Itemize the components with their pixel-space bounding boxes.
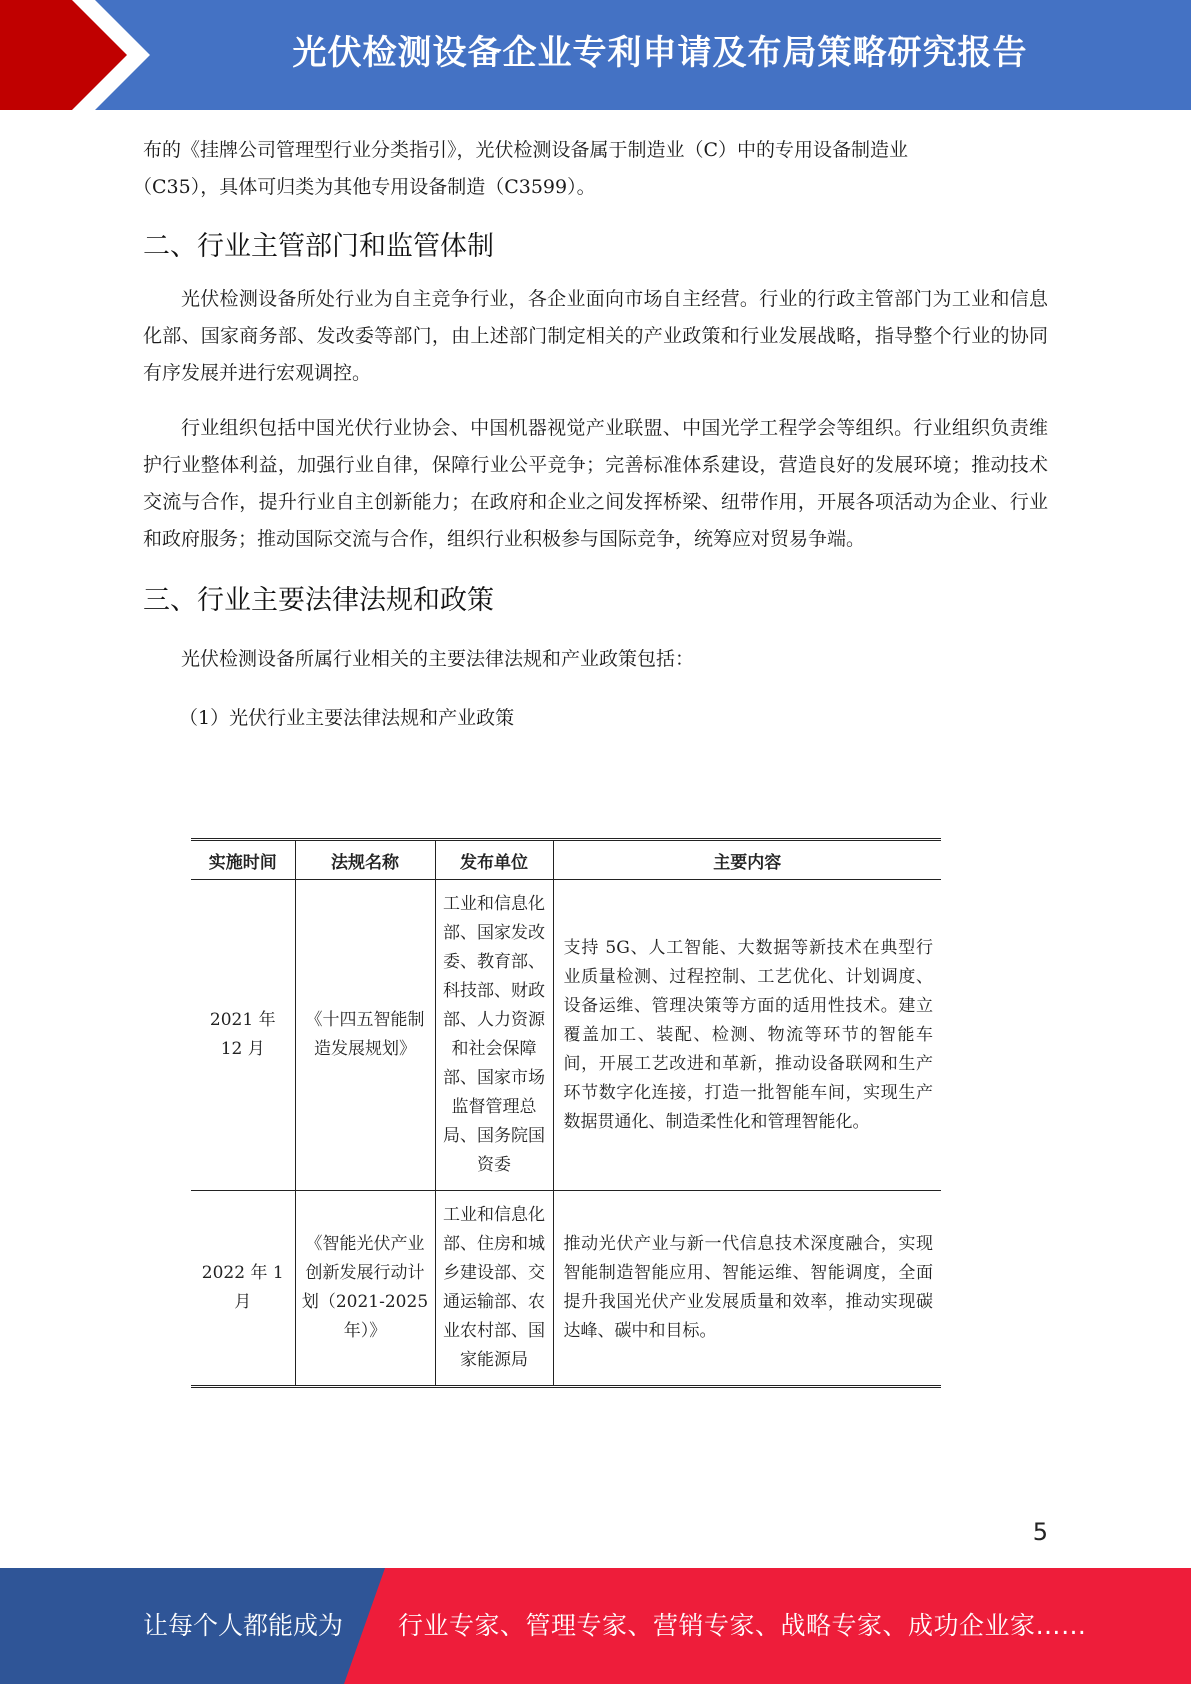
section-2-heading: 二、行业主管部门和监管体制 xyxy=(143,231,494,262)
cell-issuer: 工业和信息化部、国家发改委、教育部、科技部、财政部、人力资源和社会保障部、国家市场监督管理总局、国务院国资委 xyxy=(435,880,553,1191)
intro-line-2: （C35），具体可归类为其他专用设备制造（C3599）。 xyxy=(133,176,596,198)
cell-issuer: 工业和信息化部、住房和城乡建设部、交通运输部、农业农村部、国家能源局 xyxy=(435,1191,553,1387)
document-body xyxy=(133,132,1048,737)
table-caption: （1）光伏行业主要法律法规和产业政策 xyxy=(179,707,515,729)
section-2-paragraph-2: 行业组织包括中国光伏行业协会、中国机器视觉产业联盟、中国光学工程学会等组织。行业组织负责维护行业整体利益，加强行业自律，保障行业公平竞争；完善标准体系建设，营造良好的发展环境；推动技术交流与合作，提升行业自主创新能力；在政府和企业之间发挥桥梁、纽带作用，开展各项活动为企业、行业和政府服务；推动国际交流与合作，组织行业积极参与国际竞争，统筹应对贸易争端。 xyxy=(143,417,1048,550)
table-row xyxy=(191,880,941,1191)
table-row xyxy=(191,1191,941,1387)
column-header-date: 实施时间 xyxy=(191,840,295,880)
page-number: 5 xyxy=(1032,1518,1048,1546)
cell-date: 2022 年 1 月 xyxy=(201,1263,284,1312)
footer-banner xyxy=(0,1568,1191,1684)
policy-table xyxy=(191,838,941,1388)
cell-date: 2021 年 12 月 xyxy=(191,880,295,1191)
cell-name: 《智能光伏产业创新发展行动计划（2021-2025 年）》 xyxy=(295,1191,435,1387)
table-header-row xyxy=(191,840,941,880)
intro-line-1: 布的《挂牌公司管理型行业分类指引》，光伏检测设备属于制造业（C）中的专用设备制造业 xyxy=(143,139,909,161)
column-header-issuer: 发布单位 xyxy=(435,840,553,880)
column-header-content: 主要内容 xyxy=(553,840,941,880)
section-3-heading: 三、行业主要法律法规和政策 xyxy=(143,585,494,616)
header-banner xyxy=(0,0,1191,110)
column-header-name: 法规名称 xyxy=(295,840,435,880)
report-title: 光伏检测设备企业专利申请及布局策略研究报告 xyxy=(292,33,1028,73)
cell-content: 支持 5G、人工智能、大数据等新技术在典型行业质量检测、过程控制、工艺优化、计划调度、设备运维、管理决策等方面的适用性技术。建立覆盖加工、装配、检测、物流等环节的智能车间，开展工艺改进和革新，推动设备联网和生产环节数字化连接，打造一批智能车间，实现生产数据贯通化、制造柔性化和管理智能化。 xyxy=(553,880,941,1191)
header-arrow-decoration xyxy=(0,0,150,110)
footer-slogan-left: 让每个人都能成为 xyxy=(143,1611,344,1640)
section-2-paragraph-1: 光伏检测设备所处行业为自主竞争行业，各企业面向市场自主经营。行业的行政主管部门为工业和信息化部、国家商务部、发改委等部门，由上述部门制定相关的产业政策和行业发展战略，指导整个行业的协同有序发展并进行宏观调控。 xyxy=(143,288,1048,384)
cell-name: 《十四五智能制造发展规划》 xyxy=(295,880,435,1191)
section-3-paragraph-1: 光伏检测设备所属行业相关的主要法律法规和产业政策包括： xyxy=(181,648,695,670)
footer-slogan-right: 行业专家、管理专家、营销专家、战略专家、成功企业家…… xyxy=(398,1611,1087,1640)
cell-content: 推动光伏产业与新一代信息技术深度融合，实现智能制造智能应用、智能运维、智能调度，全面提升我国光伏产业发展质量和效率，推动实现碳达峰、碳中和目标。 xyxy=(553,1191,941,1387)
